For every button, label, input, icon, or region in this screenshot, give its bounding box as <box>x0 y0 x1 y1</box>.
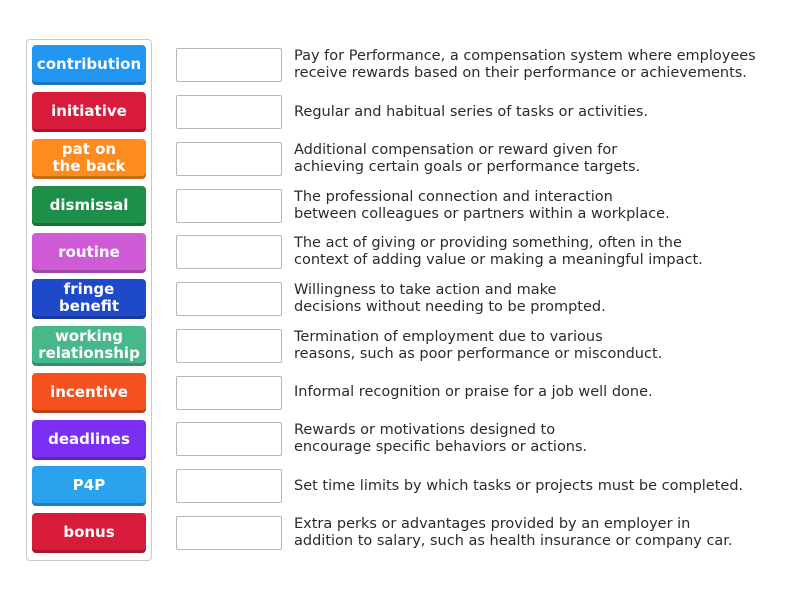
definition-text: Extra perks or advantages provided by an employer in addition to salary, such as health insurance or company car. <box>294 516 733 549</box>
definition-text: Rewards or motivations designed to encourage specific behaviors or actions. <box>294 422 588 455</box>
tile-label: dismissal <box>49 195 129 214</box>
word-tile-p4p[interactable] <box>32 466 146 506</box>
word-tile-routine[interactable] <box>32 233 146 273</box>
definition-text: Additional compensation or reward given for achieving certain goals or performance targets. <box>294 142 641 175</box>
word-tile-bonus[interactable] <box>32 513 146 553</box>
definition-text: Pay for Performance, a compensation system where employees receive rewards based on their performance or achievements. <box>294 48 756 81</box>
tile-label: fringe benefit <box>58 280 120 315</box>
answer-drop-box[interactable] <box>176 189 282 223</box>
answer-drop-box[interactable] <box>176 376 282 410</box>
answer-drop-box[interactable] <box>176 282 282 316</box>
answer-drop-box[interactable] <box>176 48 282 82</box>
tile-label: deadlines <box>48 429 130 448</box>
answer-drop-box[interactable] <box>176 142 282 176</box>
definition-text: Set time limits by which tasks or projects must be completed. <box>294 477 744 494</box>
answer-drop-box[interactable] <box>176 469 282 503</box>
word-tile-working-relationship[interactable] <box>32 326 146 366</box>
tile-label: initiative <box>51 101 127 120</box>
answer-drop-box[interactable] <box>176 516 282 550</box>
definition-text: The professional connection and interaction between colleagues or partners within a workplace. <box>294 189 670 222</box>
definition-text: The act of giving or providing something, often in the context of adding value or making a meaningful impact. <box>294 235 703 268</box>
definition-text: Willingness to take action and make decisions without needing to be prompted. <box>294 282 606 315</box>
definition-text: Termination of employment due to various reasons, such as poor performance or misconduct. <box>294 329 663 362</box>
tile-label: P4P <box>72 475 106 494</box>
word-tile-initiative[interactable] <box>32 92 146 132</box>
tile-label: pat on the back <box>52 140 126 175</box>
word-tile-deadlines[interactable] <box>32 420 146 460</box>
answer-drop-box[interactable] <box>176 329 282 363</box>
tile-label: contribution <box>36 54 142 73</box>
tile-label: working relationship <box>38 327 140 362</box>
word-tile-pat-on-the-back[interactable] <box>32 139 146 179</box>
tile-label: bonus <box>63 522 115 541</box>
definition-text: Regular and habitual series of tasks or activities. <box>294 103 649 120</box>
answer-drop-box[interactable] <box>176 422 282 456</box>
word-tile-contribution[interactable] <box>32 45 146 85</box>
answer-drop-box[interactable] <box>176 235 282 269</box>
tile-label: incentive <box>50 382 128 401</box>
definition-text: Informal recognition or praise for a job well done. <box>294 383 653 400</box>
tile-label: routine <box>58 242 120 261</box>
word-tile-incentive[interactable] <box>32 373 146 413</box>
word-tile-fringe-benefit[interactable] <box>32 279 146 319</box>
word-tile-dismissal[interactable] <box>32 186 146 226</box>
answer-drop-box[interactable] <box>176 95 282 129</box>
